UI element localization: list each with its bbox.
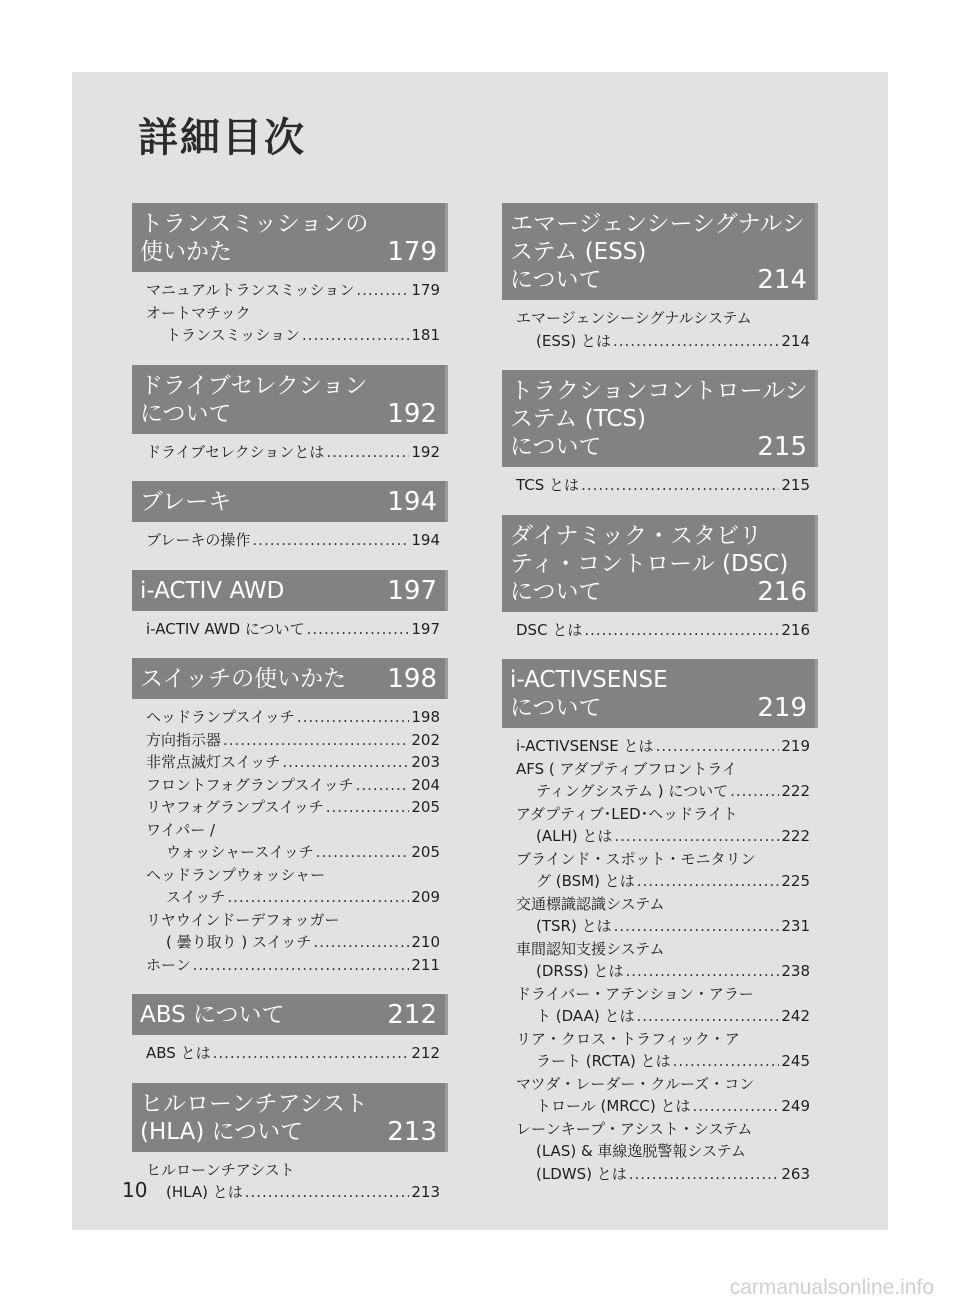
entry-page-number: 204: [411, 775, 440, 794]
dot-leader: [326, 796, 410, 819]
entry-leader-line: [146, 729, 440, 752]
dot-leader: [636, 1005, 779, 1028]
section-title-line: スイッチの使いかた: [140, 666, 347, 692]
entry-leader-line: [516, 735, 810, 758]
dot-leader: [356, 774, 410, 797]
entry-page-number: 181: [411, 326, 440, 344]
section-title-line: について: [140, 400, 232, 427]
entry-leader-line: [146, 279, 440, 302]
entry-page-number: 198: [411, 708, 440, 726]
entry-text: (TSR) とは: [536, 917, 612, 935]
toc-entry[interactable]: [146, 1159, 440, 1204]
dot-leader: [227, 886, 409, 909]
dot-leader: [614, 825, 779, 848]
entry-leader-line: [146, 796, 440, 819]
entry-text: トロール (MRCC) とは: [536, 1097, 691, 1115]
entry-page-number: 215: [781, 476, 810, 494]
entry-page-number: 211: [411, 955, 440, 974]
toc-entry[interactable]: [146, 819, 440, 864]
entry-page-number: 249: [781, 1097, 810, 1115]
toc-section: [132, 365, 448, 464]
entry-text: 方向指示器: [146, 730, 222, 749]
entry-list: [502, 467, 818, 497]
toc-section: [132, 658, 448, 976]
entry-leader-line: [146, 1042, 440, 1065]
section-header[interactable]: [132, 658, 448, 699]
section-title-line: (HLA) について: [140, 1118, 304, 1145]
entry-leader-line: [146, 529, 440, 552]
section-title-line: ティ・コントロール (DSC): [510, 550, 789, 577]
entry-page-number: 203: [411, 753, 440, 771]
toc-entry[interactable]: [516, 893, 810, 938]
entry-text-line: ブラインド・スポット・モニタリン: [516, 849, 756, 868]
toc-column-left: [132, 203, 448, 1222]
manual-page: [72, 72, 888, 1230]
dot-leader: [581, 474, 779, 497]
section-header[interactable]: [502, 515, 818, 612]
section-title-line: ヒルローンチアシスト: [140, 1090, 368, 1117]
section-page-number: 214: [757, 265, 807, 295]
entry-text-line: AFS ( アダプティブフロントライ: [516, 759, 737, 778]
toc-entry[interactable]: [516, 983, 810, 1028]
watermark: carmanualsonline.info: [729, 1276, 934, 1299]
toc-entry[interactable]: [146, 441, 440, 464]
entry-list: [132, 1035, 448, 1065]
toc-entry[interactable]: [516, 938, 810, 983]
section-title-line: ドライブセレクション: [140, 372, 368, 399]
toc-column-right: [502, 203, 818, 1203]
dot-leader: [316, 841, 410, 864]
toc-entry[interactable]: [516, 1073, 810, 1118]
dot-leader: [297, 706, 410, 729]
section-header[interactable]: [132, 481, 448, 522]
entry-leader-line: [516, 1163, 810, 1186]
entry-page-number: 225: [781, 872, 810, 890]
section-title-line: について: [510, 578, 602, 605]
entry-page-number: 194: [411, 531, 440, 549]
toc-entry[interactable]: [146, 774, 440, 797]
section-page-number: 215: [757, 432, 807, 462]
entry-page-number: 242: [781, 1007, 810, 1025]
entry-leader-line: [146, 751, 440, 774]
entry-text: ブレーキの操作: [146, 531, 251, 549]
entry-text: (DRSS) とは: [536, 962, 624, 980]
toc-entry[interactable]: [516, 803, 810, 848]
section-title-line: ABS について: [140, 1002, 285, 1028]
toc-entry[interactable]: [516, 307, 810, 352]
entry-text-line: 車間認知支援システム: [516, 939, 665, 958]
section-header[interactable]: [132, 570, 448, 611]
entry-page-number: 213: [411, 1183, 440, 1201]
entry-leader-line: [516, 619, 810, 642]
section-header[interactable]: [502, 370, 818, 467]
dot-leader: [656, 735, 780, 758]
entry-page-number: 212: [411, 1044, 440, 1062]
page-number: 10: [122, 1178, 148, 1202]
entry-text-line: 交通標識認識システム: [516, 894, 665, 913]
entry-text-line: ワイパー /: [146, 820, 216, 839]
entry-leader-line: [516, 825, 810, 848]
toc-section: [502, 659, 818, 1185]
dot-leader: [626, 960, 780, 983]
dot-leader: [613, 330, 779, 353]
entry-text-line: オートマチック: [146, 303, 251, 322]
section-title-line: について: [510, 695, 602, 721]
toc-entry[interactable]: [516, 735, 810, 758]
entry-leader-line: [146, 841, 440, 864]
section-page-number: 213: [387, 1116, 437, 1147]
entry-text-line: ヘッドランプウォッシャー: [146, 865, 326, 884]
entry-text-line: (LAS) & 車線逸脱警報システム: [536, 1142, 746, 1160]
dot-leader: [326, 441, 409, 464]
entry-text: TCS とは: [516, 476, 580, 494]
entry-text: (ESS) とは: [536, 331, 611, 350]
toc-entry[interactable]: [146, 751, 440, 774]
toc-section: [132, 994, 448, 1065]
section-title-line: i-ACTIV AWD: [140, 577, 285, 604]
entry-page-number: 214: [781, 331, 810, 350]
dot-leader: [213, 1042, 410, 1065]
entry-page-number: 216: [781, 620, 810, 639]
toc-entry[interactable]: [516, 1118, 810, 1186]
entry-text: ティングシステム ) について: [536, 782, 729, 800]
section-header[interactable]: [132, 203, 448, 272]
entry-list: [132, 434, 448, 464]
entry-leader-line: [516, 1050, 810, 1073]
toc-entry[interactable]: [516, 848, 810, 893]
entry-text-line: ヒルローンチアシスト: [146, 1160, 295, 1179]
dot-leader: [223, 729, 409, 752]
section-title-line: について: [510, 434, 602, 460]
entry-text: ホーン: [146, 955, 191, 974]
entry-leader-line: [516, 780, 810, 803]
section-title-line: トランスミッションの: [140, 211, 369, 237]
entry-leader-line: [516, 870, 810, 893]
entry-page-number: 219: [781, 737, 810, 755]
dot-leader: [629, 1163, 780, 1186]
entry-text: (HLA) とは: [166, 1183, 243, 1201]
entry-text: ( 曇り取り ) スイッチ: [166, 933, 312, 951]
section-header[interactable]: [132, 1083, 448, 1152]
entry-text-line: マツダ・レーダー・クルーズ・コン: [516, 1074, 755, 1093]
entry-leader-line: [146, 931, 440, 954]
entry-leader-line: [516, 1005, 810, 1028]
toc-entry[interactable]: [146, 1042, 440, 1065]
entry-text: i-ACTIV AWD について: [146, 619, 305, 638]
toc-entry[interactable]: [146, 302, 440, 347]
entry-text-line: ドライバー・アテンション・アラー: [516, 984, 754, 1003]
section-page-number: 198: [387, 664, 437, 694]
entry-page-number: 238: [781, 962, 810, 980]
entry-list: [132, 1152, 448, 1204]
entry-list: [502, 728, 818, 1185]
entry-leader-line: [516, 330, 810, 353]
section-page-number: 194: [387, 487, 437, 517]
section-header[interactable]: [502, 203, 818, 300]
toc-entry[interactable]: [516, 619, 810, 642]
entry-page-number: 209: [411, 888, 440, 906]
entry-leader-line: [146, 774, 440, 797]
entry-text-line: アダプティブ･LED･ヘッドライト: [516, 804, 738, 823]
entry-text-line: リヤウインドーデフォッガー: [146, 910, 340, 929]
dot-leader: [193, 954, 410, 977]
entry-text: ドライブセレクションとは: [146, 442, 325, 461]
entry-list: [132, 611, 448, 641]
toc-entry[interactable]: [146, 796, 440, 819]
entry-text: ラート (RCTA) とは: [536, 1052, 671, 1070]
entry-page-number: 210: [411, 933, 440, 951]
dot-leader: [356, 279, 409, 302]
entry-leader-line: [516, 1095, 810, 1118]
entry-list: [132, 699, 448, 976]
toc-entry[interactable]: [146, 729, 440, 752]
section-title-line: 使いかた: [140, 239, 232, 265]
entry-list: [132, 272, 448, 347]
toc-entry[interactable]: [516, 474, 810, 497]
section-title-line: ステム (TCS): [510, 406, 647, 432]
page-title: 詳細目次: [138, 115, 306, 161]
section-page-number: 192: [387, 398, 437, 429]
entry-text: フロントフォグランプスイッチ: [146, 775, 354, 794]
entry-text: スイッチ: [166, 888, 226, 906]
entry-text: リヤフォグランプスイッチ: [146, 798, 324, 816]
section-page-number: 197: [387, 575, 437, 606]
entry-text: (LDWS) とは: [536, 1164, 627, 1183]
section-title-line: ステム (ESS): [510, 239, 647, 265]
entry-page-number: 192: [411, 442, 440, 461]
toc-entry[interactable]: [146, 864, 440, 909]
entry-text: グ (BSM) とは: [536, 872, 635, 890]
section-header[interactable]: [132, 994, 448, 1035]
entry-text: ABS とは: [146, 1044, 211, 1062]
toc-entry[interactable]: [146, 529, 440, 552]
entry-leader-line: [146, 1181, 440, 1204]
entry-page-number: 222: [781, 782, 810, 800]
dot-leader: [245, 1181, 410, 1204]
section-page-number: 216: [757, 576, 807, 607]
toc-section: [502, 370, 818, 497]
dot-leader: [614, 915, 780, 938]
entry-leader-line: [146, 618, 440, 641]
entry-page-number: 222: [781, 827, 810, 845]
entry-leader-line: [146, 324, 440, 347]
toc-entry[interactable]: [516, 758, 810, 803]
toc-entry[interactable]: [146, 618, 440, 641]
toc-entry[interactable]: [146, 706, 440, 729]
entry-text: マニュアルトランスミッション: [146, 281, 355, 299]
toc-section: [132, 203, 448, 347]
entry-list: [132, 522, 448, 552]
section-page-number: 179: [387, 237, 437, 267]
entry-leader-line: [146, 706, 440, 729]
entry-text: (ALH) とは: [536, 827, 613, 845]
toc-section: [502, 203, 818, 352]
entry-page-number: 245: [781, 1052, 810, 1070]
entry-leader-line: [516, 474, 810, 497]
dot-leader: [584, 619, 779, 642]
entry-text: 非常点滅灯スイッチ: [146, 753, 281, 771]
entry-page-number: 179: [411, 281, 440, 299]
dot-leader: [282, 751, 409, 774]
entry-leader-line: [516, 960, 810, 983]
section-page-number: 219: [757, 693, 807, 723]
dot-leader: [313, 931, 409, 954]
entry-text: ト (DAA) とは: [536, 1007, 635, 1025]
toc-entry[interactable]: [146, 954, 440, 977]
entry-leader-line: [146, 886, 440, 909]
dot-leader: [302, 324, 409, 347]
entry-text: DSC とは: [516, 620, 583, 639]
section-title-line: エマージェンシーシグナルシ: [510, 211, 805, 237]
section-title-line: i-ACTIVSENSE: [510, 667, 668, 693]
entry-leader-line: [146, 954, 440, 977]
entry-text-line: リア・クロス・トラフィック・ア: [516, 1029, 740, 1048]
entry-list: [502, 612, 818, 642]
entry-text: トランスミッション: [166, 326, 300, 344]
dot-leader: [673, 1050, 780, 1073]
section-title-line: トラクションコントロールシ: [510, 378, 808, 404]
entry-text: ヘッドランプスイッチ: [146, 708, 295, 726]
section-header[interactable]: [502, 659, 818, 728]
toc-entry[interactable]: [516, 1028, 810, 1073]
dot-leader: [693, 1095, 780, 1118]
entry-page-number: 205: [411, 843, 440, 861]
section-title-line: ダイナミック・スタビリ: [510, 522, 763, 549]
entry-page-number: 197: [411, 619, 440, 638]
toc-section: [132, 570, 448, 641]
entry-page-number: 263: [781, 1164, 810, 1183]
section-page-number: 212: [387, 1000, 437, 1030]
section-title-line: について: [510, 267, 602, 293]
toc-section: [132, 481, 448, 552]
entry-text: ウォッシャースイッチ: [166, 843, 314, 861]
entry-page-number: 231: [781, 917, 810, 935]
entry-page-number: 205: [411, 798, 440, 816]
entry-leader-line: [516, 915, 810, 938]
dot-leader: [307, 618, 410, 641]
section-header[interactable]: [132, 365, 448, 434]
section-title-line: ブレーキ: [140, 489, 232, 515]
toc-entry[interactable]: [146, 909, 440, 954]
entry-list: [502, 300, 818, 352]
entry-text-line: エマージェンシーシグナルシステム: [516, 309, 752, 327]
toc-entry[interactable]: [146, 279, 440, 302]
entry-text: i-ACTIVSENSE とは: [516, 737, 654, 755]
entry-text-line: レーンキープ・アシスト・システム: [516, 1119, 753, 1138]
entry-page-number: 202: [411, 730, 440, 749]
dot-leader: [637, 870, 780, 893]
dot-leader: [252, 529, 409, 552]
dot-leader: [730, 780, 779, 803]
toc-section: [502, 515, 818, 642]
entry-leader-line: [146, 441, 440, 464]
toc-section: [132, 1083, 448, 1204]
